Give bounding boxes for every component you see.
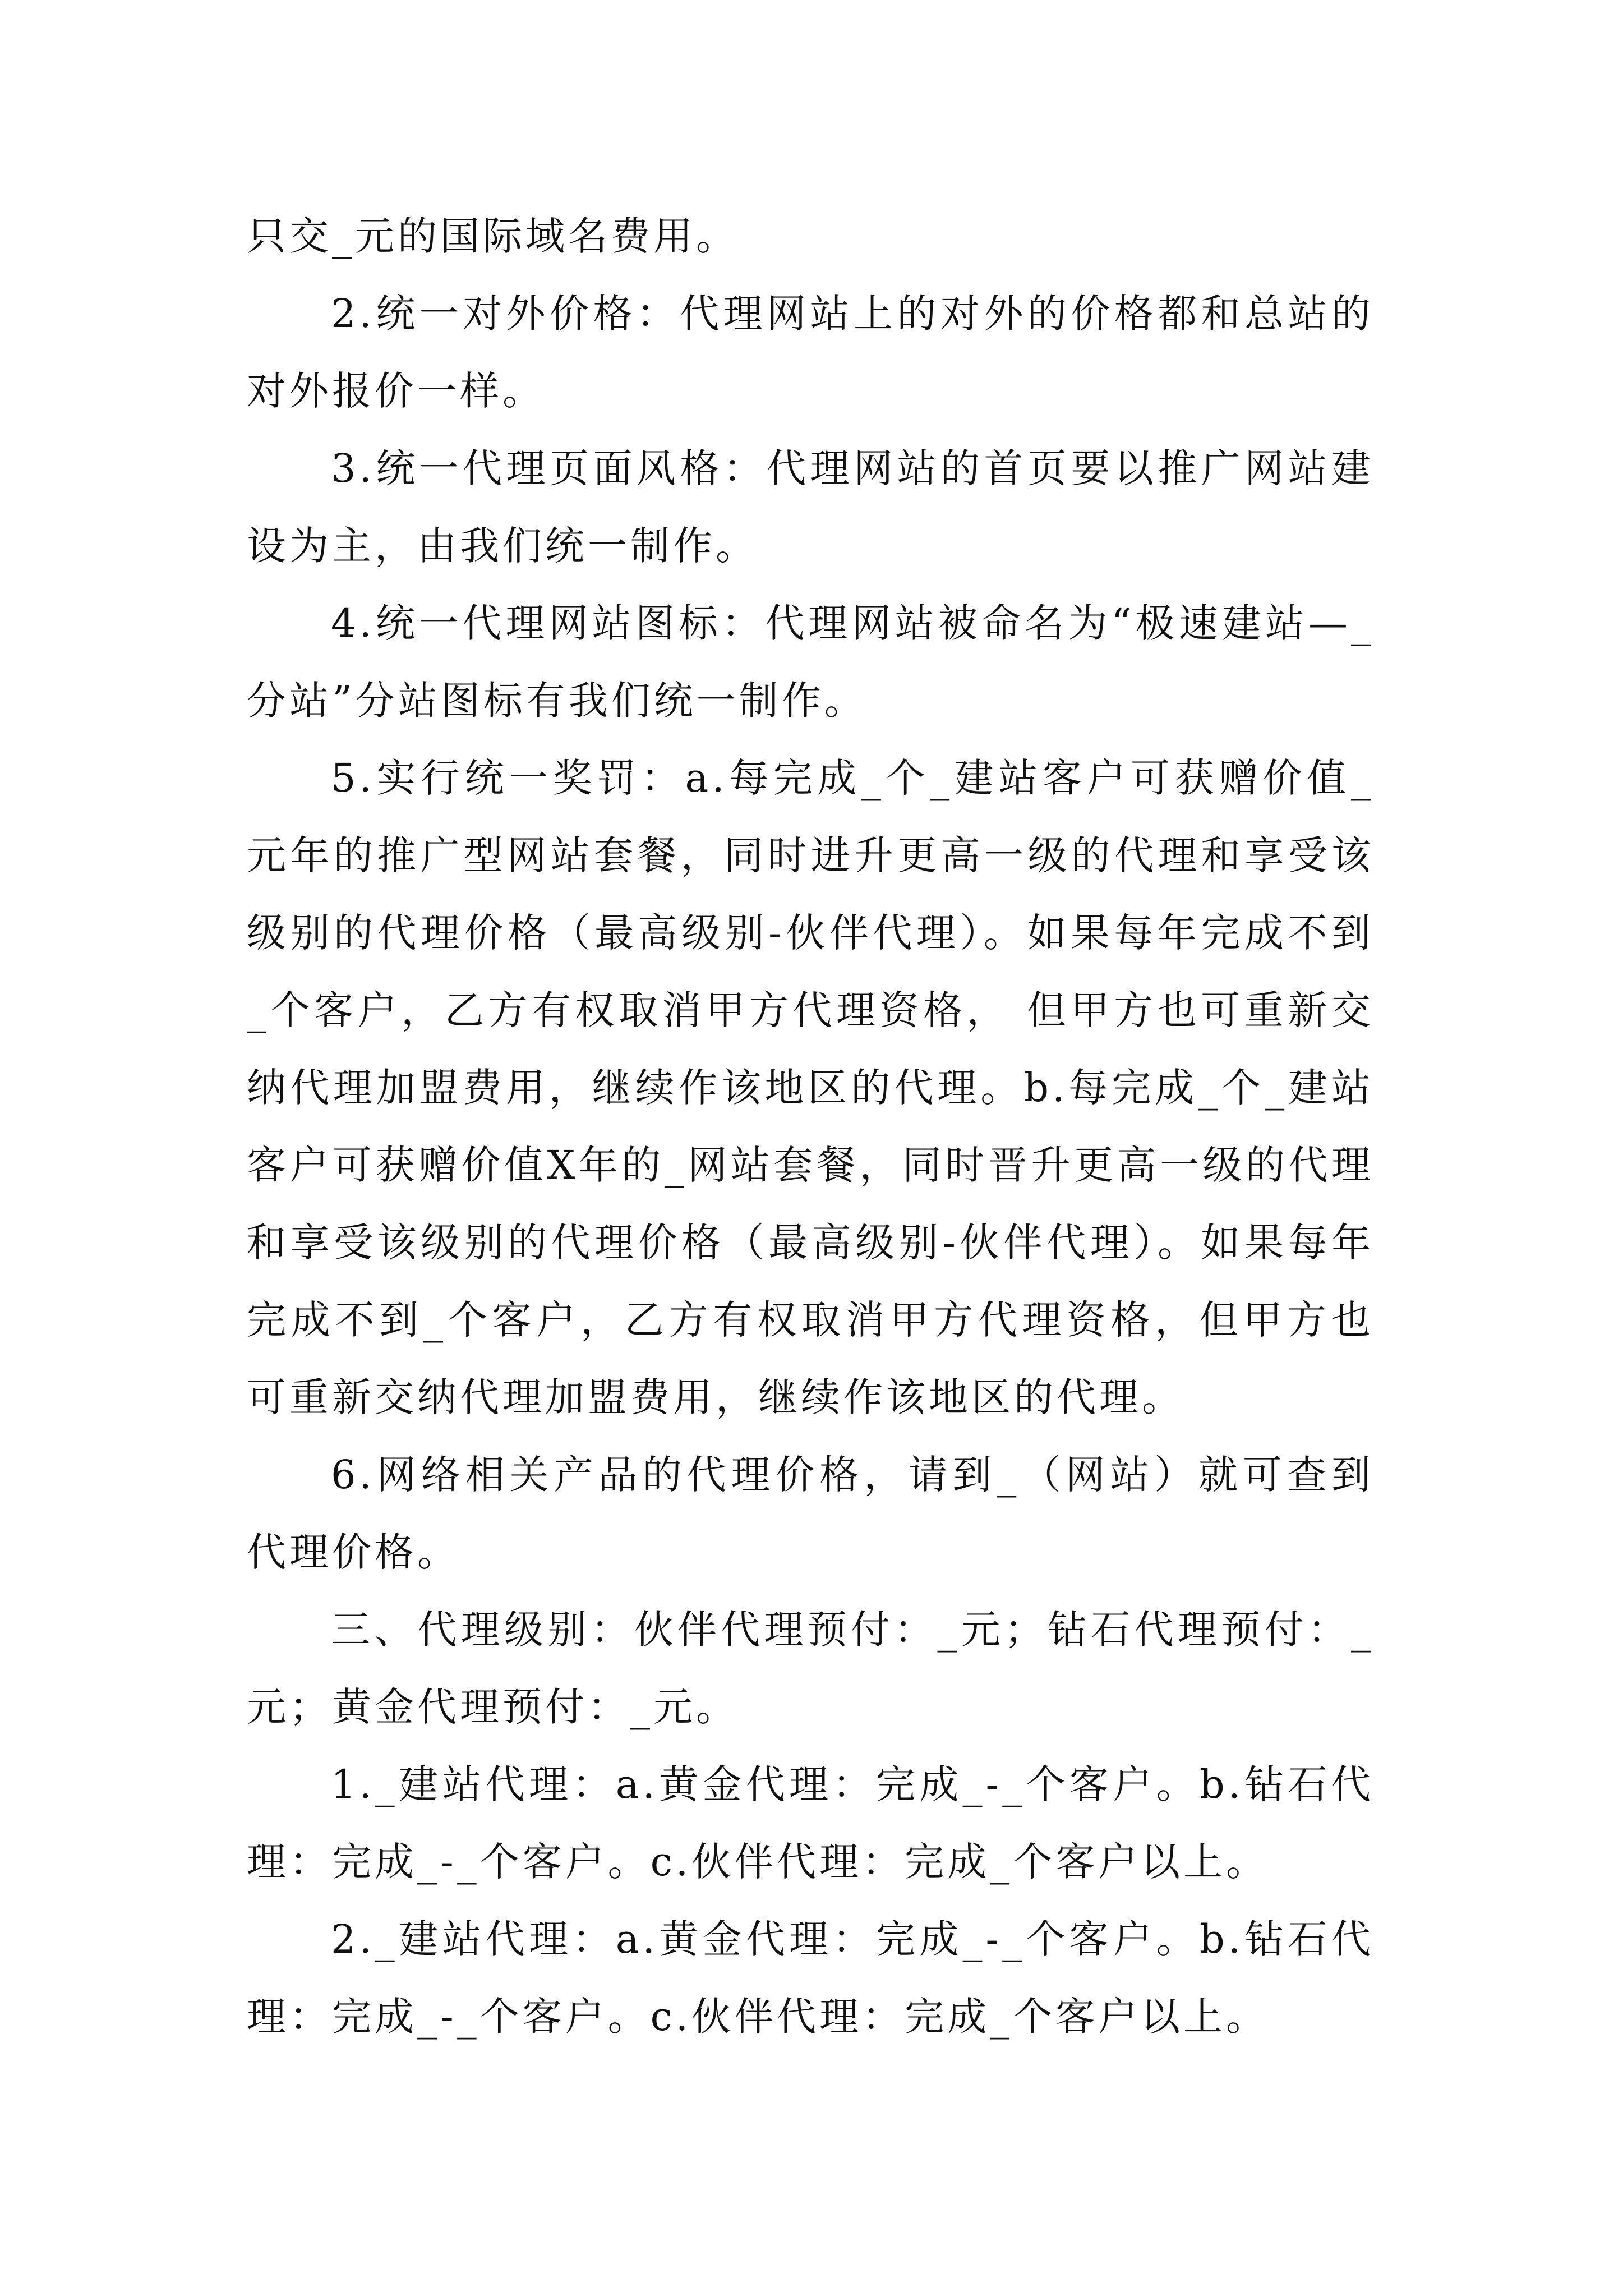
paragraph-product-prices: 6.网络相关产品的代理价格，请到_（网站）就可查到代理价格。	[247, 1452, 1374, 1575]
paragraph-unified-site-icon: 4.统一代理网站图标：代理网站被命名为“极速建站—_分站”分站图标有我们统一制作。	[247, 600, 1374, 724]
paragraph-unified-page-style: 3.统一代理页面风格：代理网站的首页要以推广网站建设为主，由我们统一制作。	[247, 445, 1374, 569]
paragraph-site-agent-1: 1._建站代理：a.黄金代理：完成_-_个客户。b.钻石代理：完成_-_个客户。c.伙伴代理：完成_个客户以上。	[247, 1761, 1374, 1885]
paragraph-site-agent-2: 2._建站代理：a.黄金代理：完成_-_个客户。b.钻石代理：完成_-_个客户。c.伙伴代理：完成_个客户以上。	[247, 1916, 1374, 2040]
paragraph-unified-price: 2.统一对外价格：代理网站上的对外的价格都和总站的对外报价一样。	[247, 291, 1374, 414]
paragraph-agent-levels: 三、代理级别：伙伴代理预付：_元；钻石代理预付：_元；黄金代理预付：_元。	[247, 1607, 1374, 1730]
paragraph-rewards-penalties: 5.实行统一奖罚：a.每完成_个_建站客户可获赠价值_元年的推广型网站套餐，同时进升更高一级的代理和享受该级别的代理价格（最高级别-伙伴代理）。如果每年完成不到_个客户，乙方有权取消甲方代理资格， 但甲方也可重新交纳代理加盟费用，继续作该地区的代理。b.每完成_个_建站客户可获赠价值X年的_网站套餐，同时晋升更高一级的代理和享受该级别的代理价格（最高级别-伙伴代理）。如果每年完成不到_个客户，乙方有权取消甲方代理资格，但甲方也可重新交纳代理加盟费用，继续作该地区的代理。	[247, 755, 1374, 1420]
document-body	[247, 197, 1374, 2055]
paragraph-domain-fee: 只交_元的国际域名费用。	[247, 213, 739, 259]
